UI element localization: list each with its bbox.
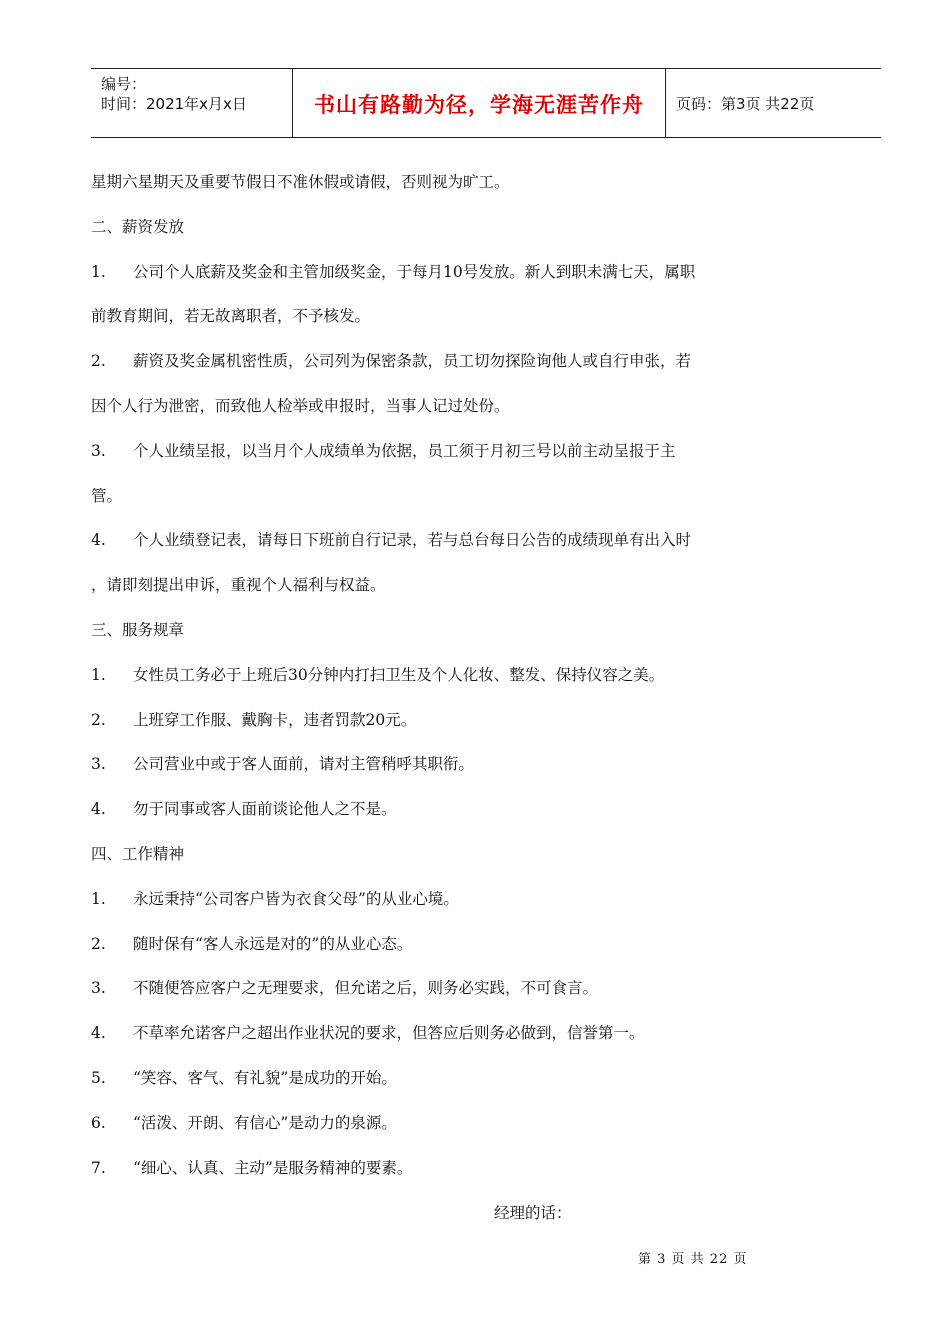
manager-remarks-label: 经理的话： (494, 1204, 572, 1222)
body-line (91, 620, 184, 640)
header-page-cell (666, 69, 881, 137)
line-text: 四、工作精神 (91, 845, 185, 863)
page-number-label: 页码：第3页 共22页 (676, 95, 815, 113)
body-line (91, 799, 397, 819)
line-text: 个人业绩登记表，请每日下班前自行记录，若与总台每日公告的成绩现单有出入时 (133, 531, 692, 549)
line-text: 薪资及奖金属机密性质，公司列为保密条款，员工切勿探险询他人或自行申张，若 (133, 352, 692, 370)
line-text: ，请即刻提出申诉，重视个人福利与权益。 (91, 576, 386, 594)
body-line (91, 530, 691, 550)
body-line (91, 710, 416, 730)
header-motto-cell (293, 69, 666, 137)
line-text: 个人业绩呈报，以当月个人成绩单为依据，员工须于月初三号以前主动呈报于主 (133, 442, 676, 460)
list-number: 3. (91, 755, 106, 773)
date-label: 时间：2021年x月x日 (101, 95, 247, 113)
body-line (91, 1068, 397, 1088)
body-line (91, 1113, 397, 1133)
body-line (91, 441, 676, 461)
list-number: 5. (91, 1069, 106, 1087)
list-number: 2. (91, 352, 106, 370)
line-text: 管。 (91, 487, 123, 505)
line-text: “活泼、开朗、有信心”是动力的泉源。 (133, 1114, 397, 1132)
body-line (91, 978, 598, 998)
body-line (91, 306, 370, 326)
list-number: 4. (91, 531, 106, 549)
body-line (91, 1158, 412, 1178)
line-text: 随时保有“客人永远是对的”的从业心态。 (133, 935, 413, 953)
list-number: 6. (91, 1114, 106, 1132)
body-line (91, 396, 510, 416)
line-text: 女性员工务必于上班后30分钟内打扫卫生及个人化妆、整发、保持仪容之美。 (133, 666, 665, 684)
list-number: 1. (91, 666, 106, 684)
line-text: “细心、认真、主动”是服务精神的要素。 (133, 1159, 413, 1177)
body-line (91, 217, 184, 237)
line-text: 不随便答应客户之无理要求，但允诺之后，则务必实践，不可食言。 (133, 979, 599, 997)
line-text: “笑容、客气、有礼貌”是成功的开始。 (133, 1069, 397, 1087)
list-number: 1. (91, 263, 106, 281)
list-number: 4. (91, 1024, 106, 1042)
line-text: 星期六星期天及重要节假日不准休假或请假，否则视为旷工。 (91, 173, 510, 191)
line-text: 二、薪资发放 (91, 218, 185, 236)
body-line (91, 172, 510, 192)
body-line (91, 665, 664, 685)
list-number: 3. (91, 442, 106, 460)
body-line (91, 351, 691, 371)
list-number: 7. (91, 1159, 106, 1177)
line-text: 因个人行为泄密，而致他人检举或申报时，当事人记过处份。 (91, 397, 510, 415)
body-line (91, 575, 386, 595)
header-info-cell (91, 69, 293, 137)
line-text: 勿于同事或客人面前谈论他人之不是。 (133, 800, 397, 818)
motto-text: 书山有路勤为径，学海无涯苦作舟 (314, 93, 644, 117)
body-line (91, 844, 184, 864)
list-number: 3. (91, 979, 106, 997)
body-line (91, 486, 122, 506)
list-number: 2. (91, 711, 106, 729)
body-line (91, 889, 459, 909)
line-text: 公司个人底薪及奖金和主管加级奖金，于每月10号发放。新人到职未满七天，属职 (133, 263, 696, 281)
document-header (91, 68, 881, 138)
list-number: 4. (91, 800, 106, 818)
line-text: 永远秉持“公司客户皆为衣食父母”的从业心境。 (133, 890, 459, 908)
line-text: 前教育期间，若无故离职者，不予核发。 (91, 307, 371, 325)
body-line (91, 934, 412, 954)
list-number: 1. (91, 890, 106, 908)
line-text: 三、服务规章 (91, 621, 185, 639)
line-text: 不草率允诺客户之超出作业状况的要求，但答应后则务必做到，信誉第一。 (133, 1024, 645, 1042)
serial-number-label: 编号： (101, 75, 147, 93)
line-text: 上班穿工作服、戴胸卡，违者罚款20元。 (133, 711, 417, 729)
page-footer: 第 3 页 共 22 页 (638, 1252, 748, 1267)
body-line (91, 754, 474, 774)
line-text: 公司营业中或于客人面前，请对主管稍呼其职衔。 (133, 755, 475, 773)
list-number: 2. (91, 935, 106, 953)
body-line (91, 262, 695, 282)
body-line (91, 1023, 645, 1043)
